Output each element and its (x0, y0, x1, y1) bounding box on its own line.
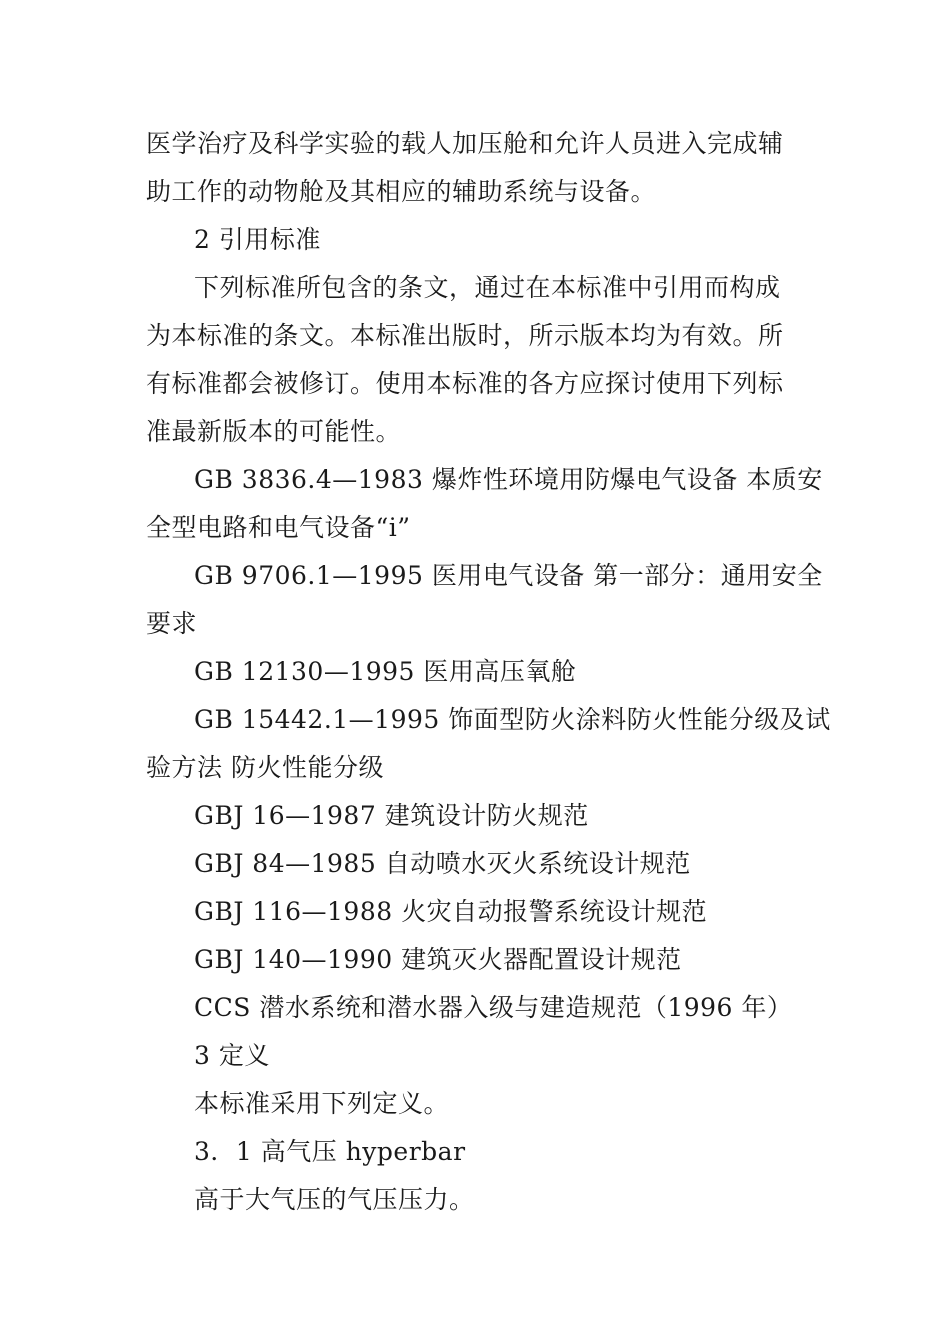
section-heading-3: 3 定义 (194, 1041, 270, 1070)
paragraph-line-scope-2: 助工作的动物舱及其相应的辅助系统与设备。 (146, 177, 657, 206)
reference-gbj16: GBJ 16—1987 建筑设计防火规范 (194, 801, 589, 830)
definition-text-3-1: 高于大气压的气压压力。 (194, 1185, 475, 1214)
reference-gbj140: GBJ 140—1990 建筑灭火器配置设计规范 (194, 945, 682, 974)
reference-gb15442-line-2: 验方法 防火性能分级 (146, 753, 384, 782)
reference-gbj84: GBJ 84—1985 自动喷水灭火系统设计规范 (194, 849, 691, 878)
reference-gb15442-line-1: GB 15442.1—1995 饰面型防火涂料防火性能分级及试 (194, 705, 831, 734)
paragraph-line-ref-2: 为本标准的条文。本标准出版时，所示版本均为有效。所 (146, 321, 784, 350)
reference-gb12130: GB 12130—1995 医用高压氧舱 (194, 657, 577, 686)
reference-gb9706-line-1: GB 9706.1—1995 医用电气设备 第一部分：通用安全 (194, 561, 823, 590)
section-heading-2: 2 引用标准 (194, 225, 321, 254)
reference-gb3836-line-1: GB 3836.4—1983 爆炸性环境用防爆电气设备 本质安 (194, 465, 823, 494)
paragraph-line-ref-3: 有标准都会被修订。使用本标准的各方应探讨使用下列标 (146, 369, 784, 398)
reference-ccs: CCS 潜水系统和潜水器入级与建造规范（1996 年） (194, 993, 793, 1022)
reference-gb3836-line-2: 全型电路和电气设备“i” (146, 513, 411, 542)
reference-gb9706-line-2: 要求 (146, 609, 198, 638)
definition-heading-3-1: 3．1 高气压 hyperbar (194, 1137, 466, 1166)
paragraph-line-ref-1: 下列标准所包含的条文，通过在本标准中引用而构成 (194, 273, 781, 302)
paragraph-line-scope-1: 医学治疗及科学实验的载人加压舱和允许人员进入完成辅 (146, 129, 784, 158)
paragraph-line-ref-4: 准最新版本的可能性。 (146, 417, 402, 446)
reference-gbj116: GBJ 116—1988 火灾自动报警系统设计规范 (194, 897, 708, 926)
definitions-intro: 本标准采用下列定义。 (194, 1089, 450, 1118)
